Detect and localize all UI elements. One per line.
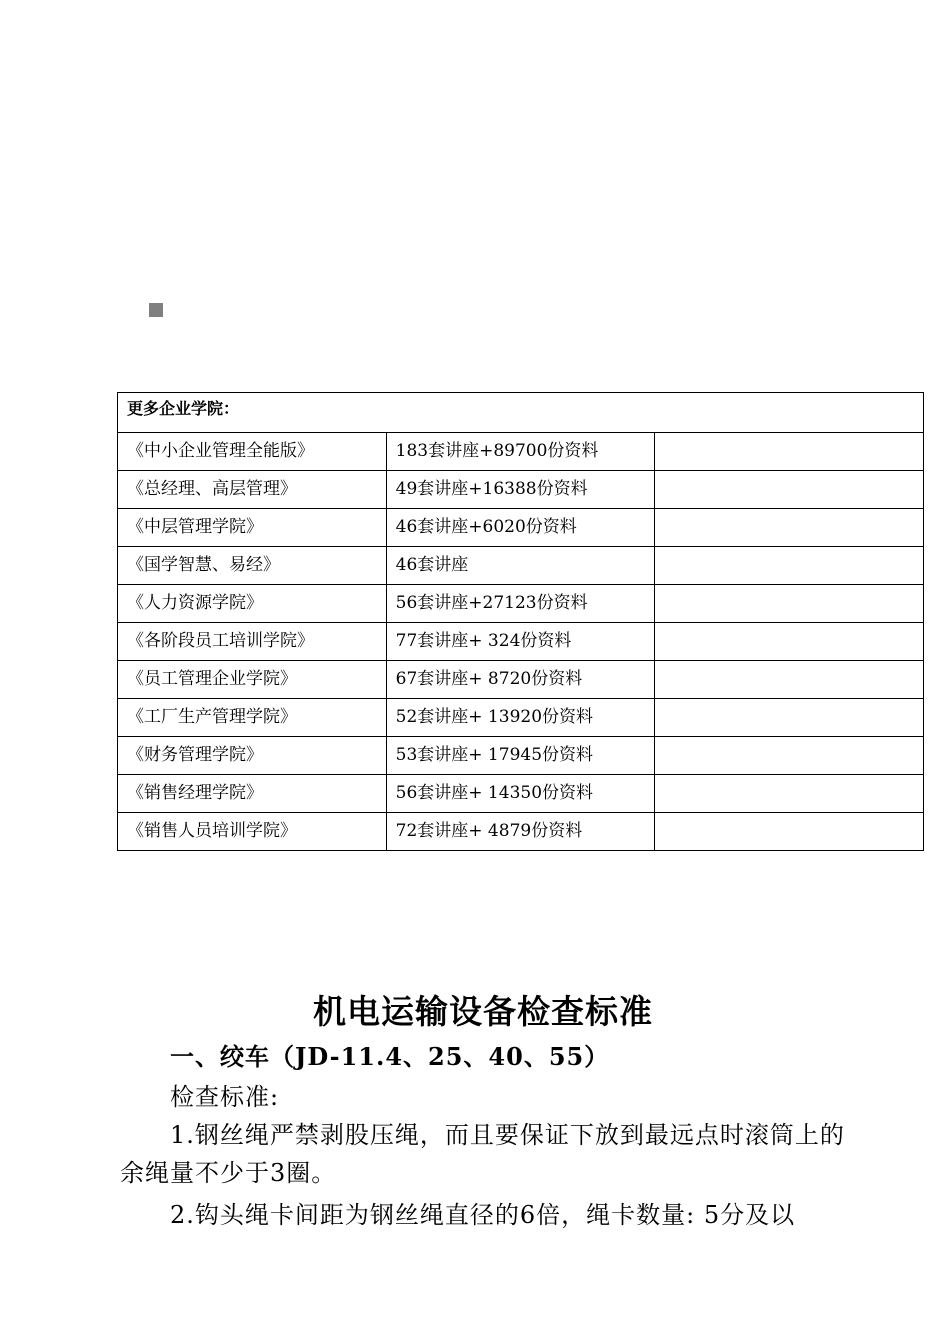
academy-content: 77套讲座+ 324份资料	[386, 623, 655, 661]
academy-content: 52套讲座+ 13920份资料	[386, 699, 655, 737]
academy-name: 《各阶段员工培训学院》	[118, 623, 387, 661]
table-row	[118, 699, 924, 737]
table-row	[118, 585, 924, 623]
academy-name: 《中小企业管理全能版》	[118, 433, 387, 471]
empty-cell	[655, 547, 924, 585]
academy-name: 《总经理、高层管理》	[118, 471, 387, 509]
table-row	[118, 547, 924, 585]
empty-cell	[655, 471, 924, 509]
academy-name: 《销售经理学院》	[118, 775, 387, 813]
academy-name: 《国学智慧、易经》	[118, 547, 387, 585]
academy-content: 56套讲座+ 14350份资料	[386, 775, 655, 813]
paragraph-2: 2.钩头绳卡间距为钢丝绳直径的6倍，绳卡数量: 5分及以	[170, 1201, 796, 1229]
empty-cell	[655, 623, 924, 661]
academy-content: 53套讲座+ 17945份资料	[386, 737, 655, 775]
empty-cell	[655, 699, 924, 737]
table-row	[118, 813, 924, 851]
academy-name: 《中层管理学院》	[118, 509, 387, 547]
academy-content: 183套讲座+89700份资料	[386, 433, 655, 471]
empty-cell	[655, 813, 924, 851]
catalog-header: 更多企业学院：	[118, 393, 924, 433]
academy-name: 《销售人员培训学院》	[118, 813, 387, 851]
table-row	[118, 661, 924, 699]
empty-cell	[655, 585, 924, 623]
empty-cell	[655, 433, 924, 471]
table-row	[118, 775, 924, 813]
academy-catalog-table	[117, 392, 924, 851]
catalog-header-row	[118, 393, 924, 433]
academy-name: 《人力资源学院》	[118, 585, 387, 623]
academy-content: 46套讲座+6020份资料	[386, 509, 655, 547]
academy-content: 49套讲座+16388份资料	[386, 471, 655, 509]
table-row	[118, 471, 924, 509]
empty-cell	[655, 737, 924, 775]
academy-content: 56套讲座+27123份资料	[386, 585, 655, 623]
academy-content: 72套讲座+ 4879份资料	[386, 813, 655, 851]
empty-cell	[655, 661, 924, 699]
bullet-square-icon	[149, 303, 163, 317]
table-row	[118, 623, 924, 661]
empty-cell	[655, 775, 924, 813]
academy-name: 《财务管理学院》	[118, 737, 387, 775]
academy-name: 《工厂生产管理学院》	[118, 699, 387, 737]
table-row	[118, 433, 924, 471]
section-heading: 一、绞车（JD-11.4、25、40、55）	[170, 1042, 610, 1071]
empty-cell	[655, 509, 924, 547]
document-title: 机电运输设备检查标准	[313, 992, 653, 1031]
table-row	[118, 737, 924, 775]
academy-content: 46套讲座	[386, 547, 655, 585]
academy-content: 67套讲座+ 8720份资料	[386, 661, 655, 699]
standard-label: 检查标准:	[170, 1083, 280, 1111]
paragraph-1: 1.钢丝绳严禁剥股压绳，而且要保证下放到最远点时滚筒上的余绳量不少于3圈。	[120, 1121, 845, 1187]
academy-name: 《员工管理企业学院》	[118, 661, 387, 699]
table-row	[118, 509, 924, 547]
